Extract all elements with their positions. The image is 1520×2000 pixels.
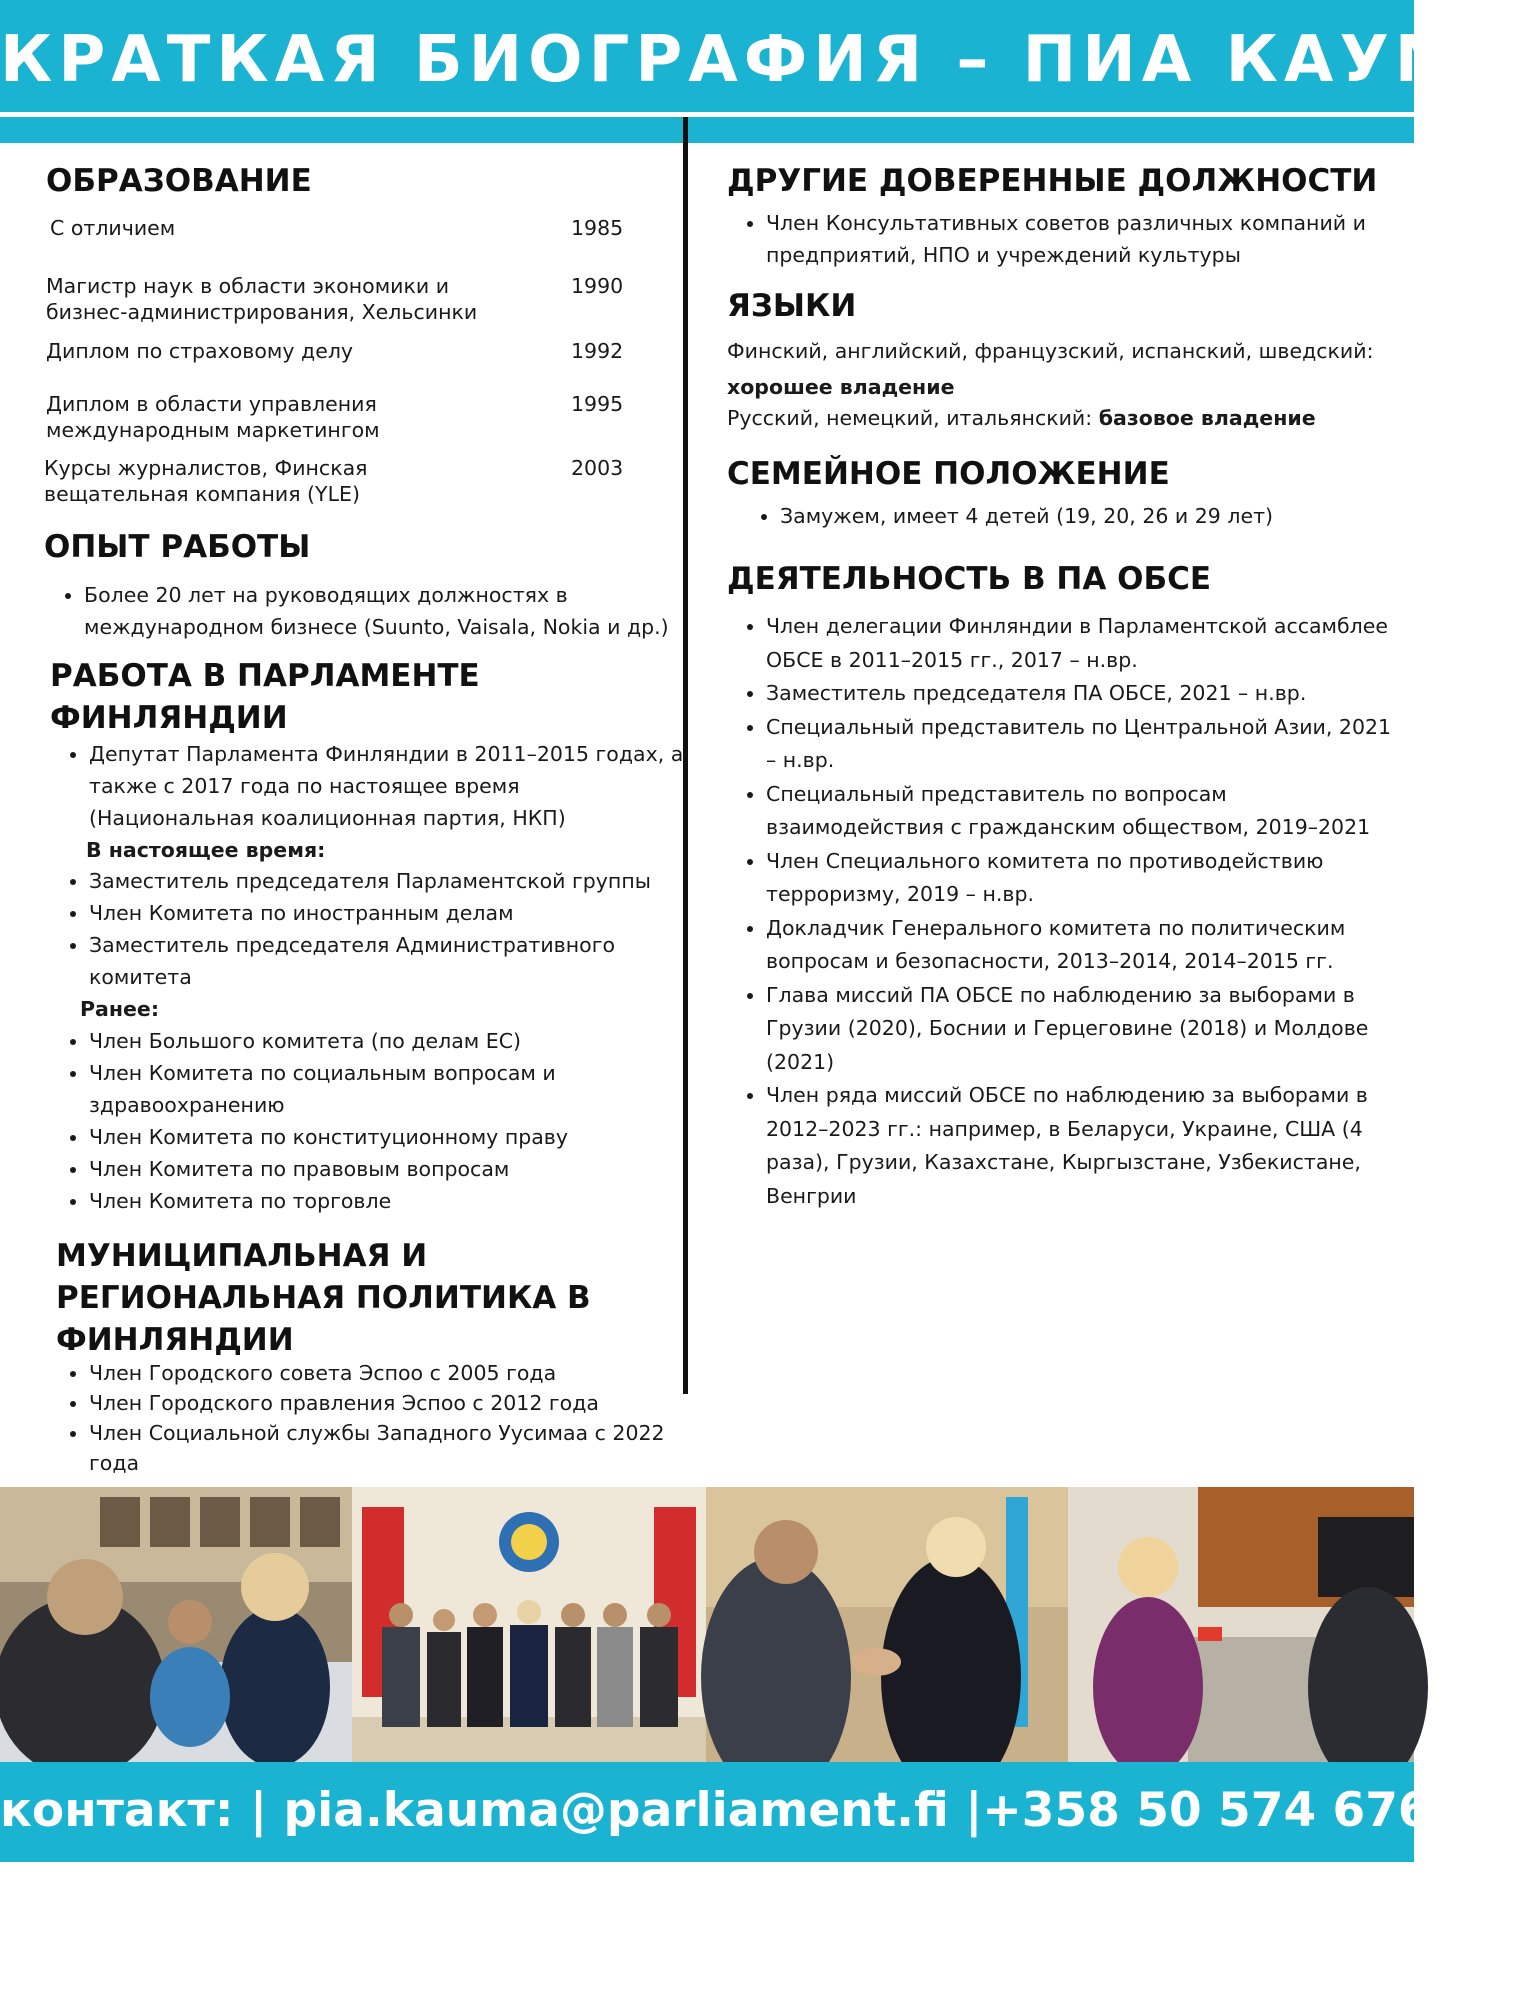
languages-list-2: Русский, немецкий, итальянский:: [727, 406, 1093, 430]
osce-heading: ДЕЯТЕЛЬНОСТЬ В ПА ОБСЕ: [727, 561, 1212, 597]
current-list: [47, 865, 689, 993]
list-item: • Замужем, имеет 4 детей (19, 20, 26 и 29 лет): [780, 500, 1420, 532]
list-item: • Член Специального комитета по противодействию терроризму, 2019 – н.вр.: [766, 845, 1406, 912]
parliament-heading: РАБОТА В ПАРЛАМЕНТЕ ФИНЛЯНДИИ: [50, 658, 480, 736]
contact-label: контакт:: [0, 1783, 234, 1838]
education-year: 1985: [571, 216, 624, 240]
list-item: • Член Комитета по конституционному праву: [89, 1121, 689, 1153]
experience-heading: ОПЫТ РАБОТЫ: [44, 529, 311, 565]
languages-level-1: хорошее владение: [727, 375, 955, 399]
list-item: • Заместитель председателя Парламентской группы: [89, 865, 689, 897]
education-year: 2003: [571, 456, 624, 480]
education-year: 1995: [571, 392, 624, 416]
list-item: • Член Большого комитета (по делам ЕС): [89, 1025, 689, 1057]
education-year: 1990: [571, 274, 624, 298]
current-label: В настоящее время:: [86, 838, 326, 862]
photo-interview: [1068, 1487, 1414, 1762]
trust-list: [724, 207, 1406, 271]
education-item: Диплом по страховому делу: [46, 339, 354, 363]
phone-number[interactable]: +358 50 574 6764: [982, 1783, 1464, 1838]
list-item: • Член Комитета по правовым вопросам: [89, 1153, 689, 1185]
list-item: • Глава миссий ПА ОБСЕ по наблюдению за выборами в Грузии (2020), Боснии и Герцеговине (2018) и Молдове (2021): [766, 979, 1406, 1080]
languages-level-2: базовое владение: [1098, 406, 1316, 430]
education-year: 1992: [571, 339, 624, 363]
education-item: Магистр наук в области экономики и бизнес-администрирования, Хельсинки: [46, 274, 478, 324]
separator: |: [249, 1783, 268, 1838]
photo-strip: [0, 1487, 1414, 1762]
list-item: • Член Комитета по торговле: [89, 1185, 689, 1217]
list-item: • Депутат Парламента Финляндии в 2011–2015 годах, а также с 2017 года по настоящее время (Национальная коалиционная партия, НКП): [89, 738, 689, 834]
list-item: • Специальный представитель по Центральной Азии, 2021 – н.вр.: [766, 711, 1406, 778]
list-item: • Докладчик Генерального комитета по политическим вопросам и безопасности, 2013–2014, 2014–2015 гг.: [766, 912, 1406, 979]
list-item: • Специальный представитель по вопросам взаимодействия с гражданским обществом, 2019–2021: [766, 778, 1406, 845]
family-list: [738, 500, 1420, 532]
list-item: • Член ряда миссий ОБСЕ по наблюдению за выборами в 2012–2023 гг.: например, в Беларуси, Украине, США (4 раза), Грузии, Казахстане, Кыргызстане, Узбекистане, Венгрии: [766, 1079, 1406, 1213]
list-item: • Член Комитета по иностранным делам: [89, 897, 689, 929]
photo-election-observation: [0, 1487, 352, 1762]
list-item: • Член Городского правления Эспоо с 2012 года: [89, 1388, 709, 1418]
family-heading: СЕМЕЙНОЕ ПОЛОЖЕНИЕ: [727, 456, 1170, 492]
list-item: • Член делегации Финляндии в Парламентской ассамблее ОБСЕ в 2011–2015 гг., 2017 – н.вр.: [766, 610, 1406, 677]
parliament-intro-list: [47, 738, 689, 834]
municipal-list: [47, 1358, 709, 1478]
languages-line-2: [727, 405, 1407, 431]
trust-heading: ДРУГИЕ ДОВЕРЕННЫЕ ДОЛЖНОСТИ: [727, 163, 1378, 199]
municipal-heading: МУНИЦИПАЛЬНАЯ И РЕГИОНАЛЬНАЯ ПОЛИТИКА В ФИНЛЯНДИИ: [56, 1238, 591, 1358]
separator: |: [965, 1783, 983, 1838]
contact-line: [0, 1781, 1464, 1841]
education-item: Курсы журналистов, Финская вещательная компания (YLE): [44, 456, 368, 506]
languages-heading: ЯЗЫКИ: [727, 288, 857, 324]
osce-list: [724, 610, 1406, 1213]
education-item: Диплом в области управления международным маркетингом: [46, 392, 380, 442]
list-item: • Более 20 лет на руководящих должностях в международном бизнесе (Suunto, Vaisala, Nokia и др.): [84, 579, 724, 643]
list-item: • Член Консультативных советов различных компаний и предприятий, НПО и учреждений культуры: [766, 207, 1406, 271]
former-list: [47, 1025, 689, 1217]
page-title: КРАТКАЯ БИОГРАФИЯ – ПИА КАУМА: [0, 23, 1520, 97]
experience-list: [42, 579, 724, 643]
list-item: • Член Социальной службы Западного Уусимаа с 2022 года: [89, 1418, 709, 1478]
header-stripe: [0, 117, 1414, 143]
photo-handshake: [706, 1487, 1068, 1762]
list-item: • Член Городского совета Эспоо с 2005 года: [89, 1358, 709, 1388]
email-link[interactable]: pia.kauma@parliament.fi: [283, 1783, 949, 1838]
languages-list-1: Финский, английский, французский, испанский, шведский:: [727, 339, 1374, 363]
languages-line-1: [727, 333, 1407, 405]
list-item: • Заместитель председателя ПА ОБСЕ, 2021 – н.вр.: [766, 677, 1406, 711]
former-label: Ранее:: [80, 997, 160, 1021]
education-item: С отличием: [50, 216, 176, 240]
list-item: • Член Комитета по социальным вопросам и здравоохранению: [89, 1057, 689, 1121]
photo-group-kyrgyzstan: [352, 1487, 706, 1762]
education-heading: ОБРАЗОВАНИЕ: [46, 163, 312, 199]
list-item: • Заместитель председателя Административного комитета: [89, 929, 689, 993]
